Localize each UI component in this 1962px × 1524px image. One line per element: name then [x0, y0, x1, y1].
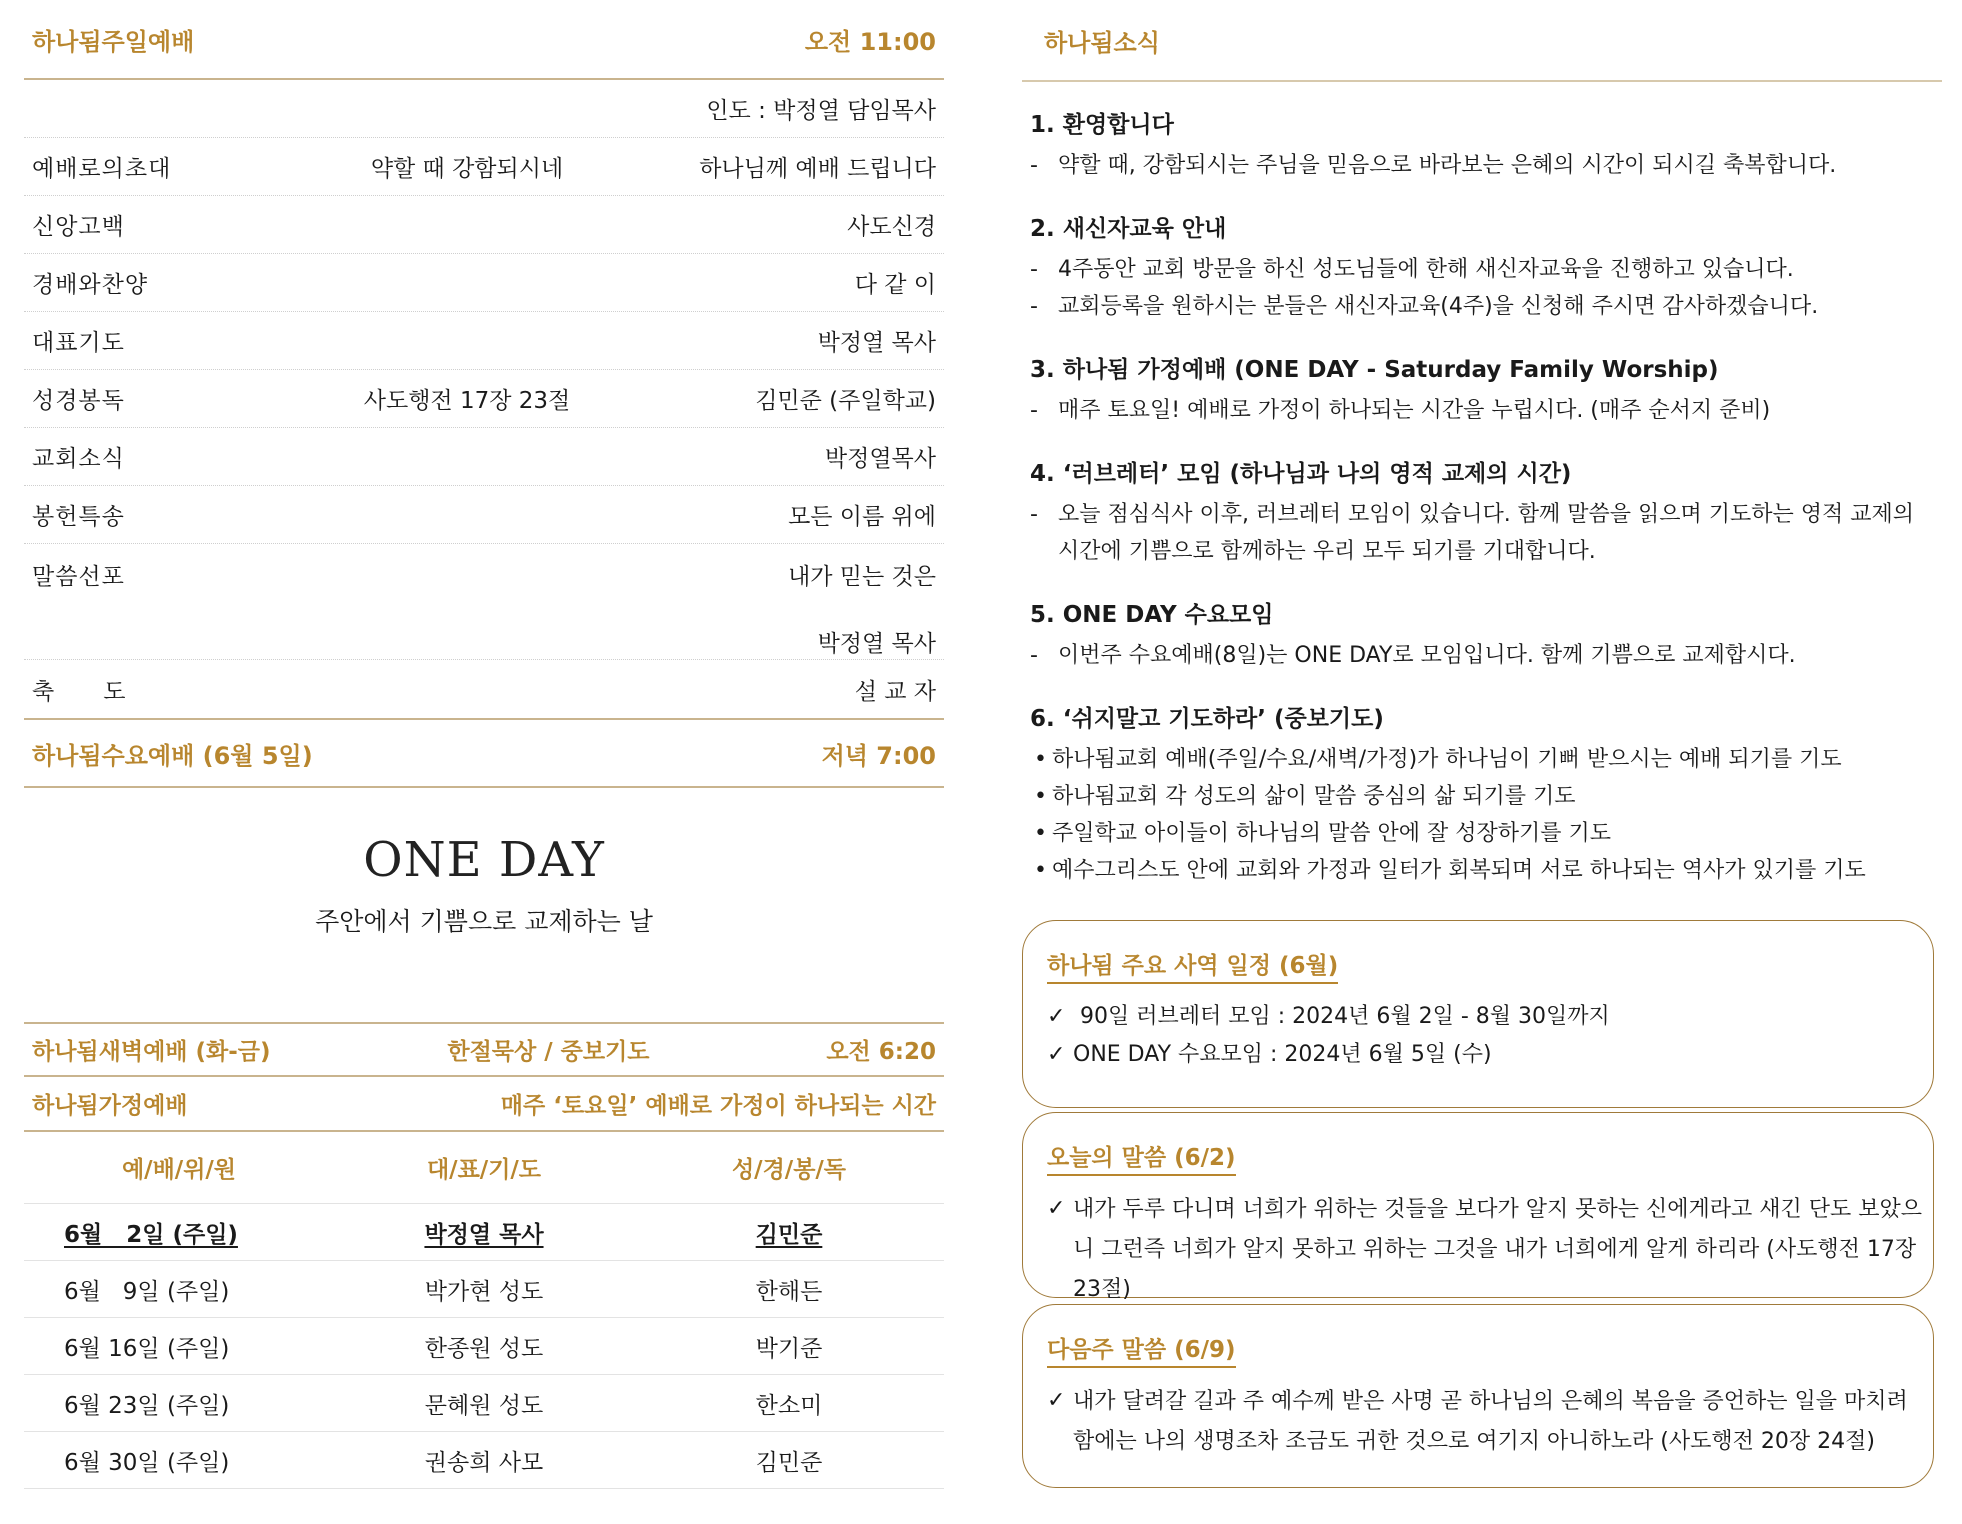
news-item — [1030, 596, 1942, 674]
wednesday-service-time: 저녁 7:00 — [821, 741, 936, 770]
order-item: 성경봉독 — [32, 388, 125, 414]
news-item — [1030, 351, 1942, 429]
next-word-box — [1022, 1304, 1934, 1488]
check-icon: ✓ — [1047, 1004, 1066, 1029]
order-item: 봉헌특송 — [32, 504, 125, 530]
family-service-desc: 매주 ‘토요일’ 예배로 가정이 하나되는 시간 — [500, 1093, 936, 1119]
roster-prayer: 박가현 성도 — [424, 1278, 544, 1305]
roster-reading: 김민준 — [755, 1449, 823, 1476]
news-line — [1030, 392, 1942, 429]
check-icon: ✓ — [1047, 1042, 1066, 1067]
worship-order-column — [24, 0, 944, 1489]
order-row — [24, 370, 944, 428]
dawn-service-middle: 한절묵상 / 중보기도 — [447, 1039, 650, 1065]
order-item: 예배로의초대 — [32, 156, 172, 182]
oneday-subtitle: 주안에서 기쁨으로 교제하는 날 — [315, 907, 653, 936]
order-person: 박정열목사 — [824, 446, 936, 472]
sermon-title: 내가 믿는 것은 — [788, 564, 936, 590]
sunday-service-header — [24, 0, 944, 80]
news-bullet: - — [1030, 502, 1038, 527]
order-row-benediction — [24, 660, 944, 720]
news-bullet: • — [1034, 821, 1047, 846]
news-line — [1030, 852, 1942, 889]
today-word-line — [1047, 1190, 1933, 1310]
order-person: 하나님께 예배 드립니다 — [699, 156, 936, 182]
order-row — [24, 196, 944, 254]
news-line-text: 하나됨교회 각 성도의 삶이 말씀 중심의 삶 되기를 기도 — [1052, 784, 1576, 809]
news-item — [1030, 455, 1942, 570]
dawn-service-time: 오전 6:20 — [826, 1039, 936, 1065]
news-bullet: - — [1030, 257, 1038, 282]
wednesday-service-header — [24, 720, 944, 788]
order-person: 설 교 자 — [854, 678, 936, 705]
schedule-box — [1022, 920, 1934, 1108]
news-bullet: • — [1034, 747, 1047, 772]
order-person: 모든 이름 위에 — [788, 504, 936, 530]
order-person: 박정열 목사 — [817, 330, 936, 356]
next-word-title: 다음주 말씀 (6/9) — [1047, 1331, 1236, 1368]
news-item-title: 4. ‘러브레터’ 모임 (하나님과 나의 영적 교제의 시간) — [1030, 461, 1572, 487]
sunday-service-title: 하나됨주일예배 — [32, 27, 195, 56]
roster-prayer: 한종원 성도 — [424, 1335, 544, 1362]
order-item: 신앙고백 — [32, 214, 125, 240]
news-bullet: • — [1034, 784, 1047, 809]
family-service-bar — [24, 1077, 944, 1132]
roster-reading: 박기준 — [755, 1335, 823, 1362]
order-person: 사도신경 — [847, 214, 936, 240]
roster-prayer: 문혜원 성도 — [424, 1392, 544, 1419]
news-bullet: - — [1030, 643, 1038, 668]
roster-date: 6월 2일 (주일) — [64, 1221, 238, 1248]
schedule-line — [1047, 998, 1933, 1036]
check-icon: ✓ — [1047, 1196, 1066, 1221]
news-item-title: 5. ONE DAY 수요모임 — [1030, 602, 1274, 628]
news-bullet: • — [1034, 858, 1047, 883]
news-line — [1030, 496, 1942, 570]
news-item-title: 6. ‘쉬지말고 기도하라’ (중보기도) — [1030, 706, 1384, 732]
dawn-service-title: 하나됨새벽예배 (화-금) — [32, 1039, 271, 1065]
order-row — [24, 254, 944, 312]
order-row — [24, 486, 944, 544]
schedule-text: ONE DAY 수요모임 : 2024년 6월 5일 (수) — [1073, 1042, 1492, 1067]
roster-header-committee: 예/배/위/원 — [121, 1157, 237, 1183]
today-word-title: 오늘의 말씀 (6/2) — [1047, 1139, 1236, 1176]
roster-reading: 한해든 — [755, 1278, 823, 1305]
roster-prayer: 박정열 목사 — [424, 1221, 544, 1248]
schedule-line — [1047, 1036, 1933, 1074]
service-leader: 인도 : 박정열 담임목사 — [706, 98, 936, 124]
news-item — [1030, 106, 1942, 184]
roster-row — [24, 1318, 944, 1375]
news-header — [1022, 0, 1942, 82]
order-row-sermon — [24, 544, 944, 660]
sunday-service-time: 오전 11:00 — [804, 27, 936, 56]
roster-row — [24, 1261, 944, 1318]
order-row — [24, 138, 944, 196]
order-title: 사도행전 17장 23절 — [363, 388, 571, 414]
news-line-text: 교회등록을 원하시는 분들은 새신자교육(4주)을 신청해 주시면 감사하겠습니다. — [1058, 294, 1819, 319]
service-leader-row — [24, 80, 944, 138]
oneday-title: ONE DAY — [363, 832, 605, 888]
roster-list — [24, 1204, 944, 1489]
oneday-banner — [24, 832, 944, 1022]
news-item-title: 2. 새신자교육 안내 — [1030, 216, 1227, 242]
sermon-preacher: 박정열 목사 — [817, 631, 936, 657]
roster-header-reading: 성/경/봉/독 — [731, 1157, 847, 1183]
roster-row — [24, 1432, 944, 1489]
news-item — [1030, 700, 1942, 889]
family-service-title: 하나됨가정예배 — [32, 1093, 188, 1119]
news-line-text: 하나됨교회 예배(주일/수요/새벽/가정)가 하나님이 기뻐 받으시는 예배 되기를 기도 — [1052, 747, 1842, 772]
news-line-text: 오늘 점심식사 이후, 러브레터 모임이 있습니다. 함께 말씀을 읽으며 기도하는 영적 교제의 시간에 기쁨으로 함께하는 우리 모두 되기를 기대합니다. — [1058, 502, 1914, 564]
news-item-title: 1. 환영합니다 — [1030, 112, 1174, 138]
order-item: 말씀선포 — [32, 564, 125, 590]
news-item-title: 3. 하나됨 가정예배 (ONE DAY - Saturday Family Worship) — [1030, 357, 1719, 383]
news-column — [1022, 0, 1942, 1454]
order-item: 경배와찬양 — [32, 272, 149, 298]
news-line — [1030, 147, 1942, 184]
next-word-line — [1047, 1382, 1933, 1462]
news-title: 하나됨소식 — [1044, 28, 1160, 57]
dawn-service-bar — [24, 1022, 944, 1077]
news-line-text: 매주 토요일! 예배로 가정이 하나되는 시간을 누립시다. (매주 순서지 준비) — [1058, 398, 1771, 423]
schedule-title: 하나됨 주요 사역 일정 (6월) — [1047, 947, 1338, 984]
roster-header-prayer: 대/표/기/도 — [426, 1157, 542, 1183]
roster-date: 6월 9일 (주일) — [64, 1278, 230, 1305]
news-bullet: - — [1030, 398, 1038, 423]
roster-date: 6월 23일 (주일) — [64, 1392, 230, 1419]
order-item: 교회소식 — [32, 446, 125, 472]
order-item: 축 도 — [32, 678, 127, 705]
news-line — [1030, 637, 1942, 674]
news-line-text: 약할 때, 강함되시는 주님을 믿음으로 바라보는 은혜의 시간이 되시길 축복합니다. — [1058, 153, 1837, 178]
roster-date: 6월 30일 (주일) — [64, 1449, 230, 1476]
news-item — [1030, 210, 1942, 325]
news-bullet: - — [1030, 153, 1038, 178]
roster-header — [24, 1132, 944, 1204]
schedule-text: 90일 러브레터 모임 : 2024년 6월 2일 - 8월 30일까지 — [1073, 1004, 1610, 1029]
today-word-text: 내가 두루 다니며 너희가 위하는 것들을 보다가 알지 못하는 신에게라고 새긴 단도 보았으니 그런즉 너희가 알지 못하고 위하는 그것을 내가 너희에게 알게 하리라 (사도행전 17장 23절) — [1073, 1197, 1922, 1302]
order-item: 대표기도 — [32, 330, 125, 356]
news-line-text: 4주동안 교회 방문을 하신 성도님들에 한해 새신자교육을 진행하고 있습니다. — [1058, 257, 1794, 282]
news-line — [1030, 741, 1942, 778]
news-line-text: 주일학교 아이들이 하나님의 말씀 안에 잘 성장하기를 기도 — [1052, 821, 1612, 846]
roster-prayer: 권송희 사모 — [424, 1449, 544, 1476]
check-icon: ✓ — [1047, 1388, 1066, 1413]
order-row — [24, 312, 944, 370]
order-title: 약할 때 강함되시네 — [370, 156, 564, 182]
roster-row — [24, 1375, 944, 1432]
news-bullet: - — [1030, 294, 1038, 319]
roster-reading: 김민준 — [755, 1221, 823, 1248]
news-line — [1030, 778, 1942, 815]
roster-date: 6월 16일 (주일) — [64, 1335, 230, 1362]
news-line — [1030, 251, 1942, 288]
roster-reading: 한소미 — [755, 1392, 823, 1419]
news-line-text: 이번주 수요예배(8일)는 ONE DAY로 모임입니다. 함께 기쁨으로 교제합시다. — [1058, 643, 1796, 668]
news-line — [1030, 288, 1942, 325]
today-word-box — [1022, 1112, 1934, 1302]
news-list — [1022, 82, 1942, 889]
order-person: 김민준 (주일학교) — [755, 388, 936, 414]
wednesday-service-title: 하나됨수요예배 (6월 5일) — [32, 741, 313, 770]
order-list — [24, 138, 944, 544]
order-person: 다 같 이 — [854, 272, 936, 298]
news-line — [1030, 815, 1942, 852]
order-row — [24, 428, 944, 486]
news-line-text: 예수그리스도 안에 교회와 가정과 일터가 회복되며 서로 하나되는 역사가 있기를 기도 — [1052, 858, 1866, 883]
next-word-text: 내가 달려갈 길과 주 예수께 받은 사명 곧 하나님의 은혜의 복음을 증언하는 일을 마치려 함에는 나의 생명조차 조금도 귀한 것으로 여기지 아니하노라 (사도행전 20장 24절) — [1073, 1389, 1908, 1454]
roster-row — [24, 1204, 944, 1261]
